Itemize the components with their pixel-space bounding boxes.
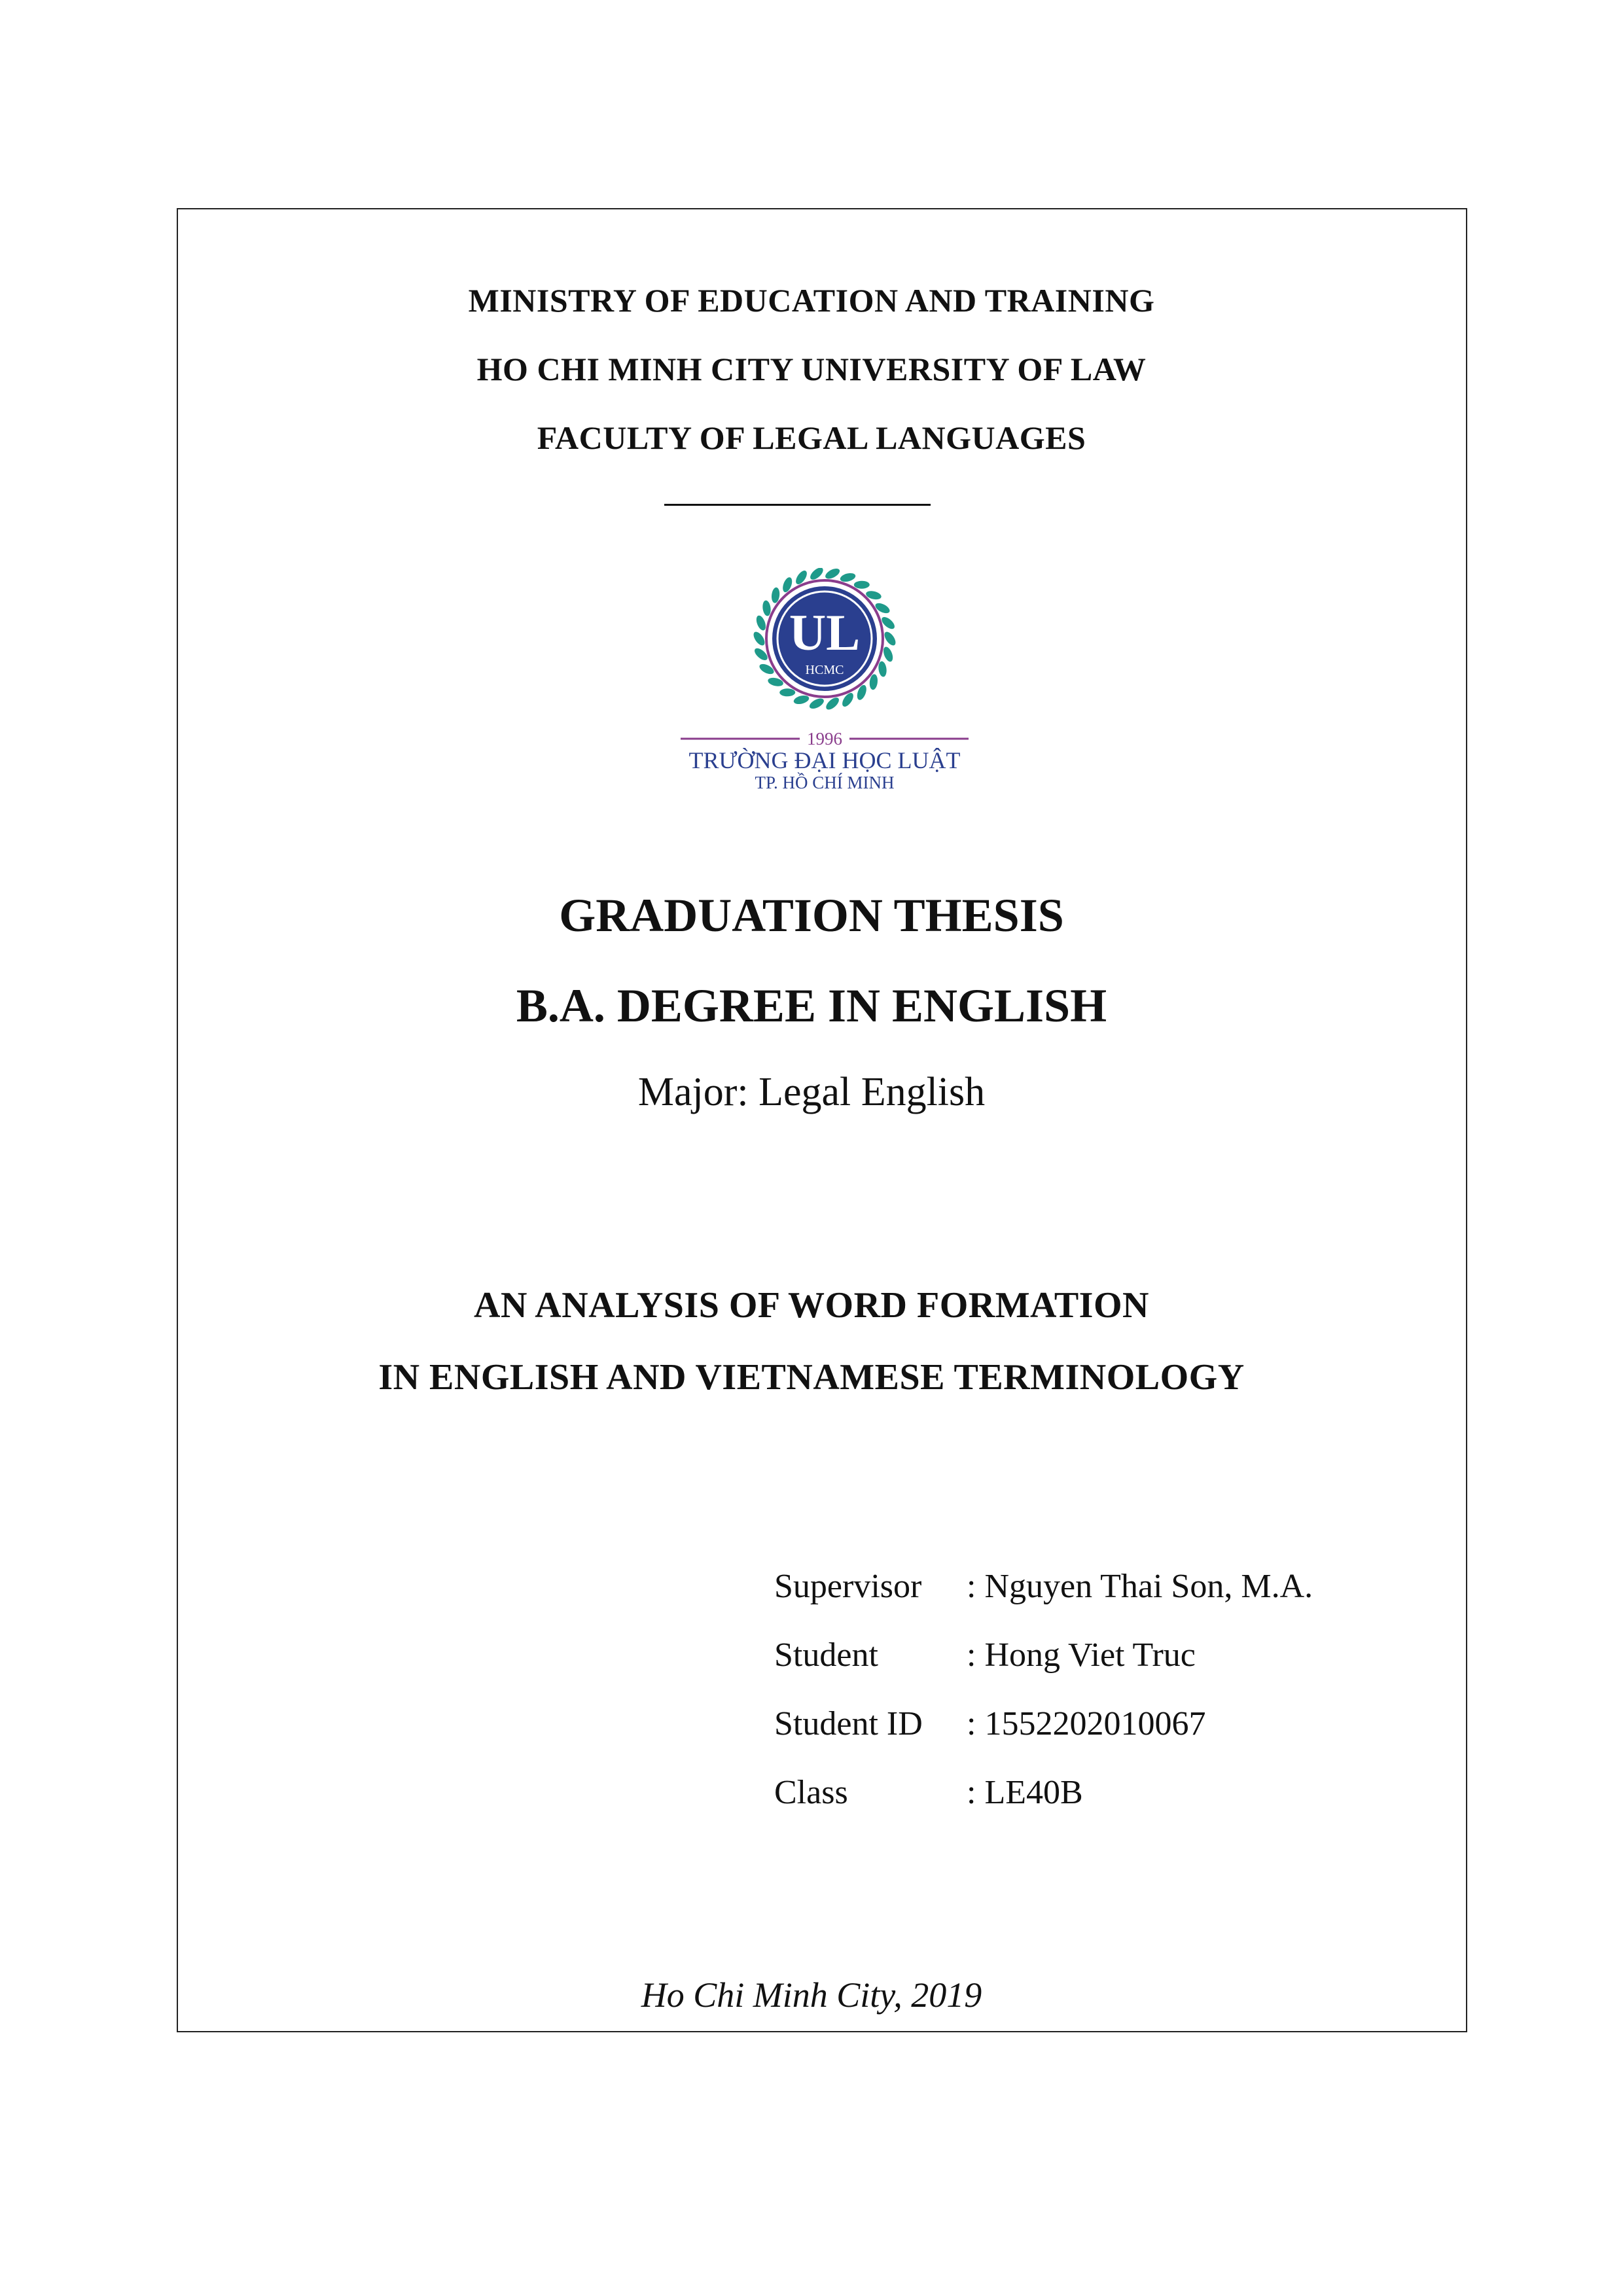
header-divider [664,504,931,506]
logo-leaf [762,600,772,616]
topic-line-2: IN ENGLISH AND VIETNAMESE TERMINOLOGY [378,1357,1245,1398]
logo-leaf [793,694,810,706]
major-label: Major: Legal English [637,1070,986,1114]
info-label: Class [774,1774,848,1811]
topic-line-1: AN ANALYSIS OF WORD FORMATION [474,1285,1149,1326]
place-date: Ho Chi Minh City, 2019 [641,1975,982,2015]
logo-leaf [882,630,898,648]
info-value: : Nguyen Thai Son, M.A. [967,1568,1313,1605]
faculty-heading: FACULTY OF LEGAL LANGUAGES [537,419,1086,456]
logo-year: 1996 [807,729,842,749]
logo-name-line1: TRƯỜNG ĐẠI HỌC LUẬT [688,747,961,773]
university-logo [661,568,988,797]
logo-leaf [824,568,842,581]
info-value: : 1552202010067 [967,1705,1206,1742]
logo-leaf [755,614,768,632]
logo-leaf [839,572,856,584]
info-value: : Hong Viet Truc [967,1636,1196,1674]
logo-leaf [882,646,895,663]
thesis-type: GRADUATION THESIS [559,889,1064,942]
logo-city-code: HCMC [805,663,844,677]
logo-leaf [878,661,887,677]
logo-monogram: UL [789,604,861,661]
logo-leaf [854,581,870,589]
degree-title: B.A. DEGREE IN ENGLISH [516,980,1107,1032]
info-label: Supervisor [774,1568,922,1605]
page-border [177,208,1467,2032]
logo-name-line2: TP. HỒ CHÍ MINH [755,773,895,792]
logo-leaf [779,688,795,696]
ministry-heading: MINISTRY OF EDUCATION AND TRAINING [468,282,1155,319]
info-label: Student ID [774,1705,923,1742]
university-heading: HO CHI MINH CITY UNIVERSITY OF LAW [476,351,1147,387]
info-value: : LE40B [967,1774,1083,1811]
info-label: Student [774,1636,878,1674]
logo-leaf [751,630,767,648]
logo-leaf [808,696,825,711]
